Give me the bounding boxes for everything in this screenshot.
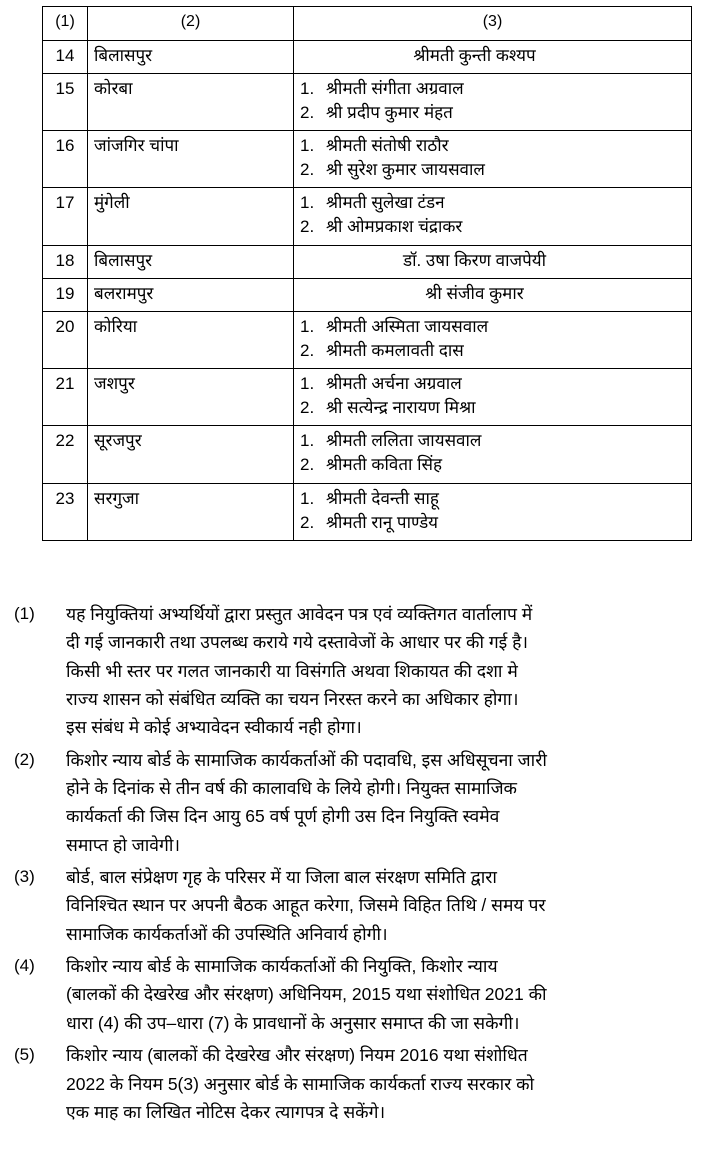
row-member-names (294, 278, 692, 311)
clause-line: विनिश्चित स्थान पर अपनी बैठक आहूत करेगा, जिसमे विहित तिथि / समय पर (66, 895, 546, 916)
member-name: 1. श्रीमती अस्मिता जायसवाल (300, 315, 685, 339)
clause-line: यह नियुक्तियां अभ्यर्थियों द्वारा प्रस्तुत आवेदन पत्र एवं व्यक्तिगत वार्तालाप में (66, 604, 533, 624)
clause-line: बोर्ड, बाल संप्रेक्षण गृह के परिसर में या जिला बाल संरक्षण समिति द्वारा (66, 867, 497, 888)
row-serial-number: 18 (43, 245, 88, 278)
clause-text (66, 863, 723, 948)
member-name: 2. श्रीमती कविता सिंह (300, 453, 685, 477)
clause-marker: (3) (14, 867, 35, 887)
member-name-index: 2. (300, 217, 315, 237)
member-name-index: 1. (300, 431, 315, 451)
table-header-col-1: (1) (43, 7, 88, 41)
clause-item (8, 746, 723, 859)
member-name-index: 2. (300, 102, 315, 122)
clause-line: समाप्त हो जावेगी। (66, 834, 181, 855)
member-name-index: 1. (300, 78, 315, 98)
member-name-index: 1. (300, 136, 315, 156)
row-district-name: बलरामपुर (88, 278, 294, 311)
member-name: 1. श्रीमती देवन्ती साहू (300, 487, 685, 511)
row-member-names (294, 311, 692, 368)
member-name: डॉ. उषा किरण वाजपेयी (402, 250, 547, 270)
row-serial-number: 15 (43, 73, 88, 130)
clause-line: एक माह का लिखित नोटिस देकर त्यागपत्र दे सकेंगे। (66, 1101, 386, 1122)
clause-line: (बालकों की देखरेख और संरक्षण) अधिनियम, 2015 यथा संशोधित 2021 की (66, 984, 547, 1005)
table-row (43, 245, 692, 278)
row-member-names (294, 40, 692, 73)
row-serial-number: 19 (43, 278, 88, 311)
table-row (43, 188, 692, 245)
clause-item (8, 952, 723, 1037)
clause-line: राज्य शासन को संबंधित व्यक्ति का चयन निरस्त करने का अधिकार होगा। (66, 689, 519, 710)
member-name: 2. श्री सत्येन्द्र नारायण मिश्रा (300, 396, 685, 420)
table-row (43, 483, 692, 540)
table-row (43, 311, 692, 368)
row-serial-number: 20 (43, 311, 88, 368)
table-header-col-2: (2) (88, 7, 294, 41)
row-member-names (294, 369, 692, 426)
member-name-index: 1. (300, 374, 315, 394)
row-member-names (294, 426, 692, 483)
table-row (43, 426, 692, 483)
table-row (43, 73, 692, 130)
table-header-col-3: (3) (294, 7, 692, 41)
member-name: 2. श्रीमती रानू पाण्डेय (300, 511, 685, 535)
row-member-names (294, 131, 692, 188)
clause-marker: (4) (14, 956, 35, 976)
member-name-index: 2. (300, 512, 315, 532)
clause-line: धारा (4) की उप–धारा (7) के प्रावधानों के अनुसार समाप्त की जा सकेगी। (66, 1012, 520, 1033)
member-name-index: 2. (300, 455, 315, 475)
row-serial-number: 14 (43, 40, 88, 73)
member-name-index: 2. (300, 160, 315, 180)
member-name: 2. श्री ओमप्रकाश चंद्राकर (300, 215, 685, 239)
clause-item (8, 1041, 723, 1126)
clause-marker: (1) (14, 604, 35, 623)
table-header-row (43, 7, 692, 41)
table-row (43, 278, 692, 311)
member-name: 1. श्रीमती संगीता अग्रवाल (300, 77, 685, 101)
row-member-names (294, 188, 692, 245)
table-row (43, 40, 692, 73)
clause-line: किशोर न्याय बोर्ड के सामाजिक कार्यकर्ताओं की नियुक्ति, किशोर न्याय (66, 956, 498, 977)
row-member-names (294, 245, 692, 278)
clause-line: इस संबंध मे कोई अभ्यावेदन स्वीकार्य नही होगा। (66, 717, 362, 738)
row-serial-number: 17 (43, 188, 88, 245)
clause-line: सामाजिक कार्यकर्ताओं की उपस्थिति अनिवार्य होगी। (66, 923, 388, 944)
row-serial-number: 23 (43, 483, 88, 540)
clause-text (66, 952, 723, 1037)
member-name-index: 1. (300, 488, 315, 508)
clause-item (8, 863, 723, 948)
row-district-name: सरगुजा (88, 483, 294, 540)
clause-text (66, 746, 723, 859)
member-name: 2. श्री सुरेश कुमार जायसवाल (300, 158, 685, 182)
clause-text (66, 1041, 723, 1126)
row-district-name: जांजगिर चांपा (88, 131, 294, 188)
row-district-name: जशपुर (88, 369, 294, 426)
row-district-name: बिलासपुर (88, 40, 294, 73)
row-member-names (294, 73, 692, 130)
appointments-table (42, 6, 692, 541)
table-body (43, 7, 692, 541)
member-name-index: 1. (300, 316, 315, 336)
member-name-index: 1. (300, 193, 315, 213)
row-serial-number: 22 (43, 426, 88, 483)
member-name: 1. श्रीमती सुलेखा टंडन (300, 191, 685, 215)
clause-line: कार्यकर्ता की जिस दिन आयु 65 वर्ष पूर्ण होगी उस दिन नियुक्ति स्वमेव (66, 806, 500, 827)
row-district-name: सूरजपुर (88, 426, 294, 483)
clause-line: किसी भी स्तर पर गलत जानकारी या विसंगति अथवा शिकायत की दशा मे (66, 660, 518, 681)
row-serial-number: 16 (43, 131, 88, 188)
clause-line: किशोर न्याय (बालकों की देखरेख और संरक्षण) नियम 2016 यथा संशोधित (66, 1045, 528, 1066)
clause-line: 2022 के नियम 5(3) अनुसार बोर्ड के सामाजिक कार्यकर्ता राज्य सरकार को (66, 1073, 535, 1094)
member-name: 1. श्रीमती ललिता जायसवाल (300, 429, 685, 453)
member-name: 1. श्रीमती संतोषी राठौर (300, 134, 685, 158)
row-district-name: कोरिया (88, 311, 294, 368)
row-member-names (294, 483, 692, 540)
member-name-index: 2. (300, 398, 315, 418)
clause-line: दी गई जानकारी तथा उपलब्ध कराये गये दस्तावेजों के आधार पर की गई है। (66, 632, 529, 653)
appointments-table-wrapper (42, 6, 688, 541)
clause-marker: (2) (14, 749, 35, 769)
row-district-name: बिलासपुर (88, 245, 294, 278)
table-row (43, 131, 692, 188)
clause-item (8, 600, 723, 742)
row-district-name: कोरबा (88, 73, 294, 130)
clause-line: किशोर न्याय बोर्ड के सामाजिक कार्यकर्ताओं की पदावधि, इस अधिसूचना जारी (66, 749, 547, 770)
member-name: श्री संजीव कुमार (425, 283, 524, 303)
clause-line: होने के दिनांक से तीन वर्ष की कालावधि के लिये होगी। नियुक्त सामाजिक (66, 778, 517, 799)
clause-text (66, 600, 723, 742)
table-row (43, 369, 692, 426)
member-name: 2. श्री प्रदीप कुमार मंहत (300, 101, 685, 125)
member-name: श्रीमती कुन्ती कश्यप (413, 45, 536, 65)
member-name: 2. श्रीमती कमलावती दास (300, 339, 685, 363)
clauses-section (8, 600, 723, 1130)
row-serial-number: 21 (43, 369, 88, 426)
member-name-index: 2. (300, 340, 315, 360)
member-name: 1. श्रीमती अर्चना अग्रवाल (300, 372, 685, 396)
clause-marker: (5) (14, 1045, 35, 1065)
row-district-name: मुंगेली (88, 188, 294, 245)
